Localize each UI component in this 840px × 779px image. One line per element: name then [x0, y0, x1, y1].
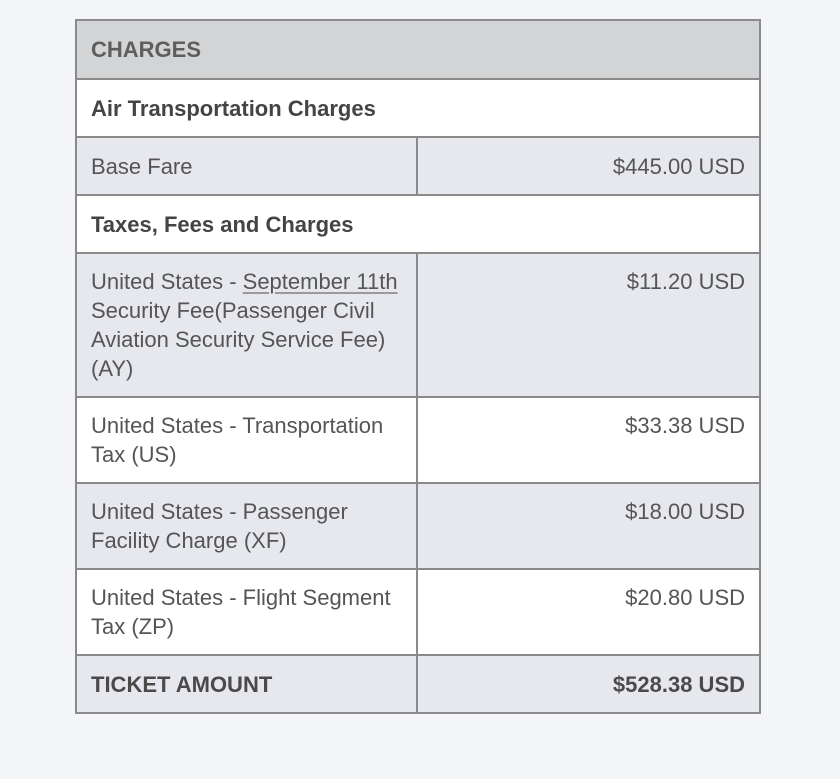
- section-row-air-transportation: [76, 79, 760, 137]
- section-title-taxes: Taxes, Fees and Charges: [76, 195, 760, 253]
- table-row-tax-us: [76, 397, 760, 483]
- ticket-amount-value: $528.38 USD: [417, 655, 760, 713]
- base-fare-amount: $445.00 USD: [417, 137, 760, 195]
- charges-table: [75, 19, 761, 714]
- ticket-amount-label: TICKET AMOUNT: [76, 655, 417, 713]
- section-row-taxes: [76, 195, 760, 253]
- tax-us-label: United States - Transportation Tax (US): [76, 397, 417, 483]
- section-title-air-transportation: Air Transportation Charges: [76, 79, 760, 137]
- table-row-tax-xf: [76, 483, 760, 569]
- tax-ay-label-prefix: United States -: [91, 269, 243, 294]
- tax-ay-label-suffix: Security Fee(Passenger Civil Aviation Security Service Fee) (AY): [91, 298, 386, 381]
- tax-xf-amount: $18.00 USD: [417, 483, 760, 569]
- tax-xf-label: United States - Passenger Facility Charge (XF): [76, 483, 417, 569]
- charges-header-row: [76, 20, 760, 79]
- table-row-ticket-amount: [76, 655, 760, 713]
- base-fare-label: Base Fare: [76, 137, 417, 195]
- tax-us-amount: $33.38 USD: [417, 397, 760, 483]
- september-11th-link[interactable]: September 11th: [242, 269, 398, 294]
- table-row-tax-zp: [76, 569, 760, 655]
- charges-header: CHARGES: [76, 20, 760, 79]
- tax-ay-amount: $11.20 USD: [417, 253, 760, 397]
- table-row-tax-ay: [76, 253, 760, 397]
- tax-zp-label: United States - Flight Segment Tax (ZP): [76, 569, 417, 655]
- tax-zp-amount: $20.80 USD: [417, 569, 760, 655]
- tax-ay-label: [76, 253, 417, 397]
- table-row-base-fare: [76, 137, 760, 195]
